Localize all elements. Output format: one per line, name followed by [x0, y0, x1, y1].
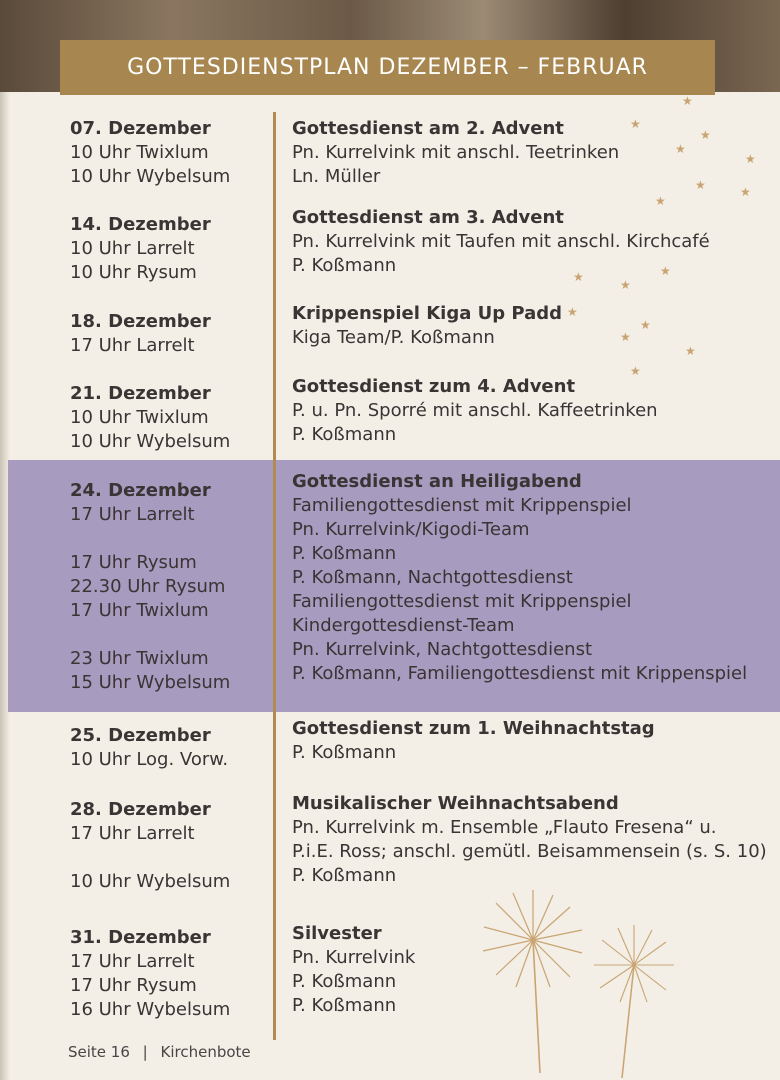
- publication-name: Kirchenbote: [160, 1043, 251, 1061]
- entry-date-block: [70, 798, 268, 894]
- entry-spacer: [70, 527, 268, 551]
- entry-date: 24. Dezember: [70, 480, 211, 501]
- entry-time-place: 10 Uhr Twixlum: [70, 142, 209, 163]
- entry-service-detail: Pn. Kurrelvink mit anschl. Teetrinken: [292, 142, 620, 163]
- entry-service-detail: Pn. Kurrelvink, Nachtgottesdienst: [292, 639, 593, 660]
- entry-service-detail: P. Koßmann: [292, 543, 397, 564]
- entry-time-place: 17 Uhr Larrelt: [70, 951, 195, 972]
- entry-service-block: [292, 717, 780, 765]
- entry-time-place: 17 Uhr Larrelt: [70, 335, 195, 356]
- entry-date: 14. Dezember: [70, 214, 211, 235]
- entry-date: 21. Dezember: [70, 383, 211, 404]
- star-icon: ★: [695, 178, 706, 192]
- entry-service-detail: Pn. Kurrelvink/Kigodi-Team: [292, 519, 530, 540]
- entry-time-place: 17 Uhr Rysum: [70, 975, 197, 996]
- entry-date: 07. Dezember: [70, 118, 211, 139]
- entry-service-detail: P. Koßmann: [292, 865, 397, 886]
- star-icon: ★: [620, 278, 631, 292]
- entry-date: 28. Dezember: [70, 799, 211, 820]
- star-icon: ★: [630, 364, 641, 378]
- entry-time-place: 10 Uhr Wybelsum: [70, 166, 231, 187]
- star-icon: ★: [630, 117, 641, 131]
- entry-time-place: 10 Uhr Larrelt: [70, 238, 195, 259]
- page-footer: [68, 1043, 251, 1061]
- entry-service-title: Krippenspiel Kiga Up Padd: [292, 303, 563, 324]
- entry-service-block: [292, 470, 780, 686]
- entry-time-place: 17 Uhr Twixlum: [70, 600, 209, 621]
- title-banner: [60, 40, 715, 95]
- entry-service-block: [292, 375, 780, 447]
- entry-date-block: [70, 926, 268, 1022]
- entry-date: 31. Dezember: [70, 927, 211, 948]
- entry-date-block: [70, 117, 268, 189]
- entry-time-place: 17 Uhr Rysum: [70, 552, 197, 573]
- entry-date: 25. Dezember: [70, 725, 211, 746]
- star-icon: ★: [567, 305, 578, 319]
- entry-service-title: Gottesdienst zum 4. Advent: [292, 376, 576, 397]
- entry-time-place: 15 Uhr Wybelsum: [70, 672, 231, 693]
- entry-time-place: 17 Uhr Larrelt: [70, 823, 195, 844]
- entry-date: 18. Dezember: [70, 311, 211, 332]
- entry-time-place: 22.30 Uhr Rysum: [70, 576, 226, 597]
- star-icon: ★: [573, 270, 584, 284]
- star-icon: ★: [700, 128, 711, 142]
- entry-service-detail: P. Koßmann: [292, 971, 397, 992]
- entry-service-detail: P. Koßmann, Familiengottesdienst mit Krippenspiel: [292, 663, 748, 684]
- star-icon: ★: [745, 152, 756, 166]
- entry-service-detail: P. Koßmann: [292, 255, 397, 276]
- entry-service-block: [292, 792, 780, 888]
- entry-spacer: [70, 623, 268, 647]
- entry-time-place: 17 Uhr Larrelt: [70, 504, 195, 525]
- entry-service-detail: Pn. Kurrelvink: [292, 947, 416, 968]
- entry-service-detail: Familiengottesdienst mit Krippenspiel: [292, 591, 632, 612]
- star-icon: ★: [640, 318, 651, 332]
- entry-time-place: 10 Uhr Wybelsum: [70, 871, 231, 892]
- star-icon: ★: [620, 330, 631, 344]
- sparkler-icon: [478, 885, 588, 1075]
- entry-service-detail: Pn. Kurrelvink mit Taufen mit anschl. Kirchcafé: [292, 231, 710, 252]
- star-icon: ★: [655, 194, 666, 208]
- entry-service-block: [292, 206, 780, 278]
- entry-service-title: Gottesdienst am 3. Advent: [292, 207, 564, 228]
- sparkler-icon: [592, 920, 676, 1080]
- entry-service-title: Gottesdienst an Heiligabend: [292, 471, 582, 492]
- page-title: GOTTESDIENSTPLAN DEZEMBER – FEBRUAR: [127, 55, 648, 80]
- entry-service-title: Musikalischer Weihnachtsabend: [292, 793, 619, 814]
- entry-service-detail: P. Koßmann, Nachtgottesdienst: [292, 567, 573, 588]
- entry-time-place: 23 Uhr Twixlum: [70, 648, 209, 669]
- entry-service-detail: Kindergottesdienst-Team: [292, 615, 515, 636]
- star-icon: ★: [660, 264, 671, 278]
- entry-service-detail: Kiga Team/P. Koßmann: [292, 327, 495, 348]
- entry-date-block: [70, 213, 268, 285]
- star-icon: ★: [740, 185, 751, 199]
- entry-service-block: [292, 302, 780, 350]
- entry-service-detail: P.i.E. Ross; anschl. gemütl. Beisammensein (s. S. 10): [292, 841, 767, 862]
- entry-service-title: Gottesdienst am 2. Advent: [292, 118, 564, 139]
- entry-service-detail: P. Koßmann: [292, 995, 397, 1016]
- entry-service-title: Silvester: [292, 923, 382, 944]
- entry-time-place: 10 Uhr Twixlum: [70, 407, 209, 428]
- entry-date-block: [70, 724, 268, 772]
- entry-time-place: 10 Uhr Log. Vorw.: [70, 749, 229, 770]
- entry-date-block: [70, 310, 268, 358]
- page-number: Seite 16: [68, 1043, 130, 1061]
- entry-service-detail: P. Koßmann: [292, 424, 397, 445]
- entry-service-detail: P. u. Pn. Sporré mit anschl. Kaffeetrinken: [292, 400, 658, 421]
- entry-service-detail: P. Koßmann: [292, 742, 397, 763]
- column-divider: [273, 112, 276, 1040]
- entry-service-detail: Familiengottesdienst mit Krippenspiel: [292, 495, 632, 516]
- star-icon: ★: [685, 344, 696, 358]
- star-icon: ★: [675, 142, 686, 156]
- entry-service-detail: Ln. Müller: [292, 166, 381, 187]
- entry-time-place: 10 Uhr Rysum: [70, 262, 197, 283]
- entry-time-place: 10 Uhr Wybelsum: [70, 431, 231, 452]
- entry-time-place: 16 Uhr Wybelsum: [70, 999, 231, 1020]
- star-icon: ★: [682, 94, 693, 108]
- entry-date-block: [70, 479, 268, 695]
- entry-spacer: [70, 846, 268, 870]
- entry-date-block: [70, 382, 268, 454]
- entry-service-detail: Pn. Kurrelvink m. Ensemble „Flauto Fresena“ u.: [292, 817, 717, 838]
- footer-separator: |: [142, 1043, 148, 1061]
- entry-service-title: Gottesdienst zum 1. Weihnachtstag: [292, 718, 655, 739]
